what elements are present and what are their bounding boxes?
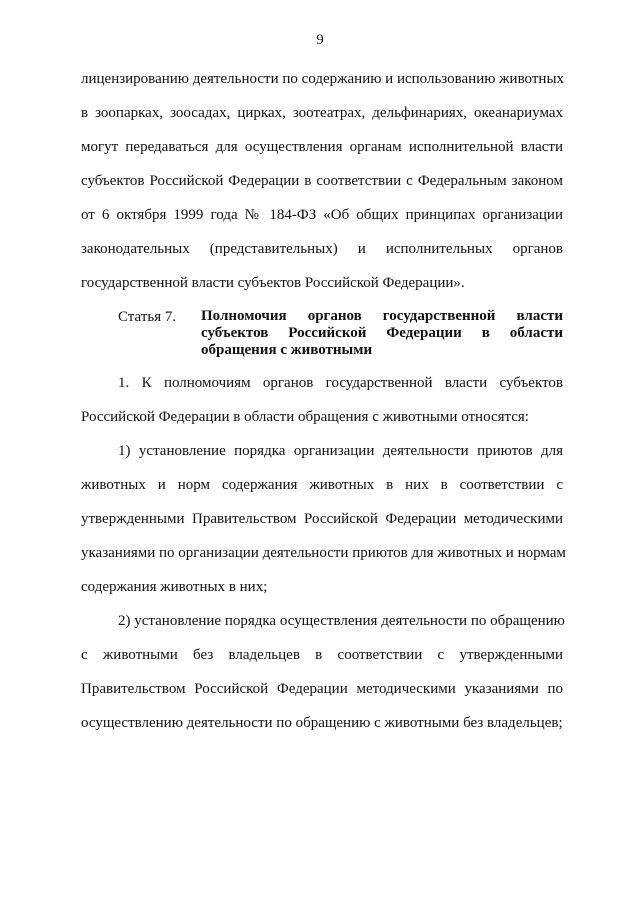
item1-line: 1) установление порядка организации деятельности приютов для (118, 443, 563, 459)
article-title-line: обращения с животными (201, 342, 373, 358)
intro-line: в зоопарках, зоосадах, цирках, зоотеатрах, дельфинариях, океанариумах (81, 105, 563, 121)
intro-line: от 6 октября 1999 года № 184-ФЗ «Об общих принципах организации (81, 207, 563, 223)
item1-line: содержания животных в них; (81, 579, 268, 595)
article-title-line: Полномочия органов государственной власти (201, 308, 563, 324)
intro-line: государственной власти субъектов Российской Федерации». (81, 275, 465, 291)
item1-line: животных и норм содержания животных в них в соответствии с (81, 477, 563, 493)
intro-line: могут передаваться для осуществления органам исполнительной власти (81, 139, 563, 155)
item2-line: с животными без владельцев в соответствии с утвержденными (81, 647, 563, 663)
article-label: Статья 7. (118, 309, 177, 325)
intro-line: субъектов Российской Федерации в соответствии с Федеральным законом (81, 173, 563, 189)
intro-line: законодательных (представительных) и исполнительных органов (81, 241, 563, 257)
intro-line: лицензированию деятельности по содержанию и использованию животных (81, 71, 565, 87)
part1-line: 1. К полномочиям органов государственной власти субъектов (118, 375, 563, 391)
item2-line: 2) установление порядка осуществления деятельности по обращению (118, 613, 565, 629)
page-number: 9 (316, 32, 324, 48)
item2-line: Правительством Российской Федерации методическими указаниями по (81, 681, 563, 697)
item1-line: утвержденными Правительством Российской Федерации методическими (81, 511, 563, 527)
part1-line: Российской Федерации в области обращения с животными относятся: (81, 409, 529, 425)
item2-line: осуществлению деятельности по обращению с животными без владельцев; (81, 715, 563, 731)
item1-line: указаниями по организации деятельности приютов для животных и нормам (81, 545, 566, 561)
article-title (201, 308, 563, 359)
article-title-line: субъектов Российской Федерации в области (201, 325, 563, 341)
